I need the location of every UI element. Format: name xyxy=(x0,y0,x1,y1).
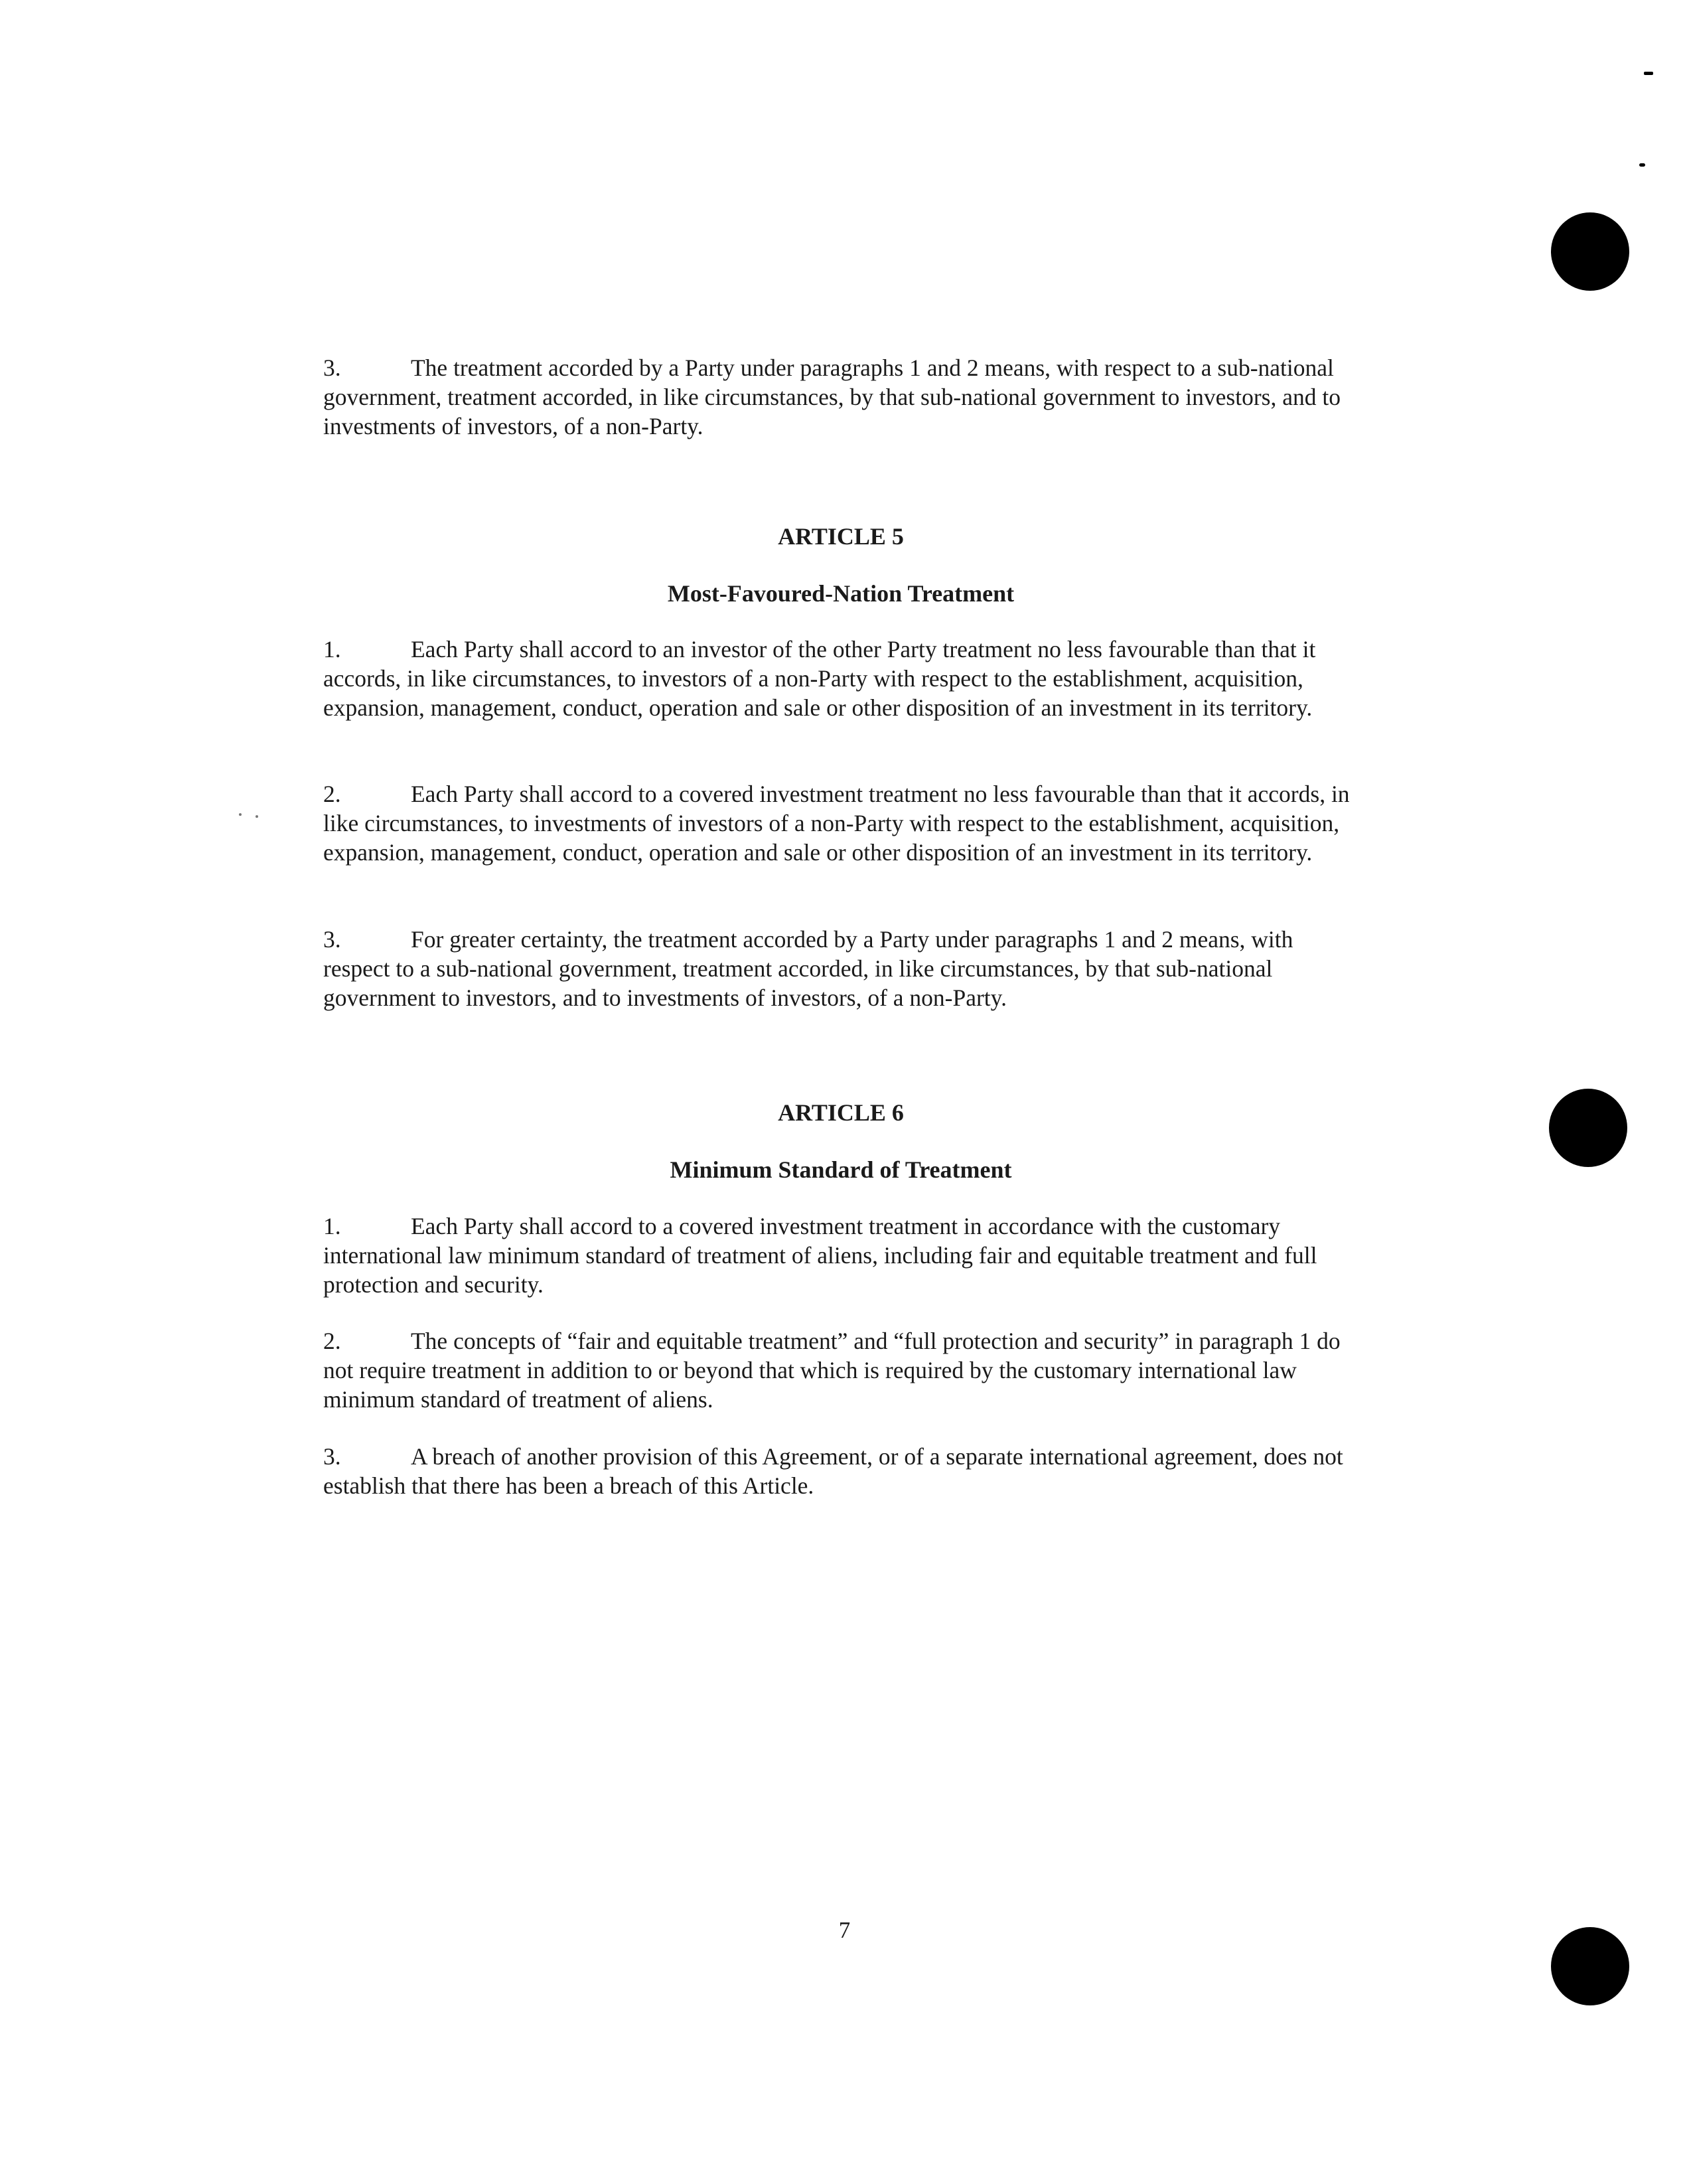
paragraph-number: 1. xyxy=(323,636,341,663)
scan-mark-dot xyxy=(1639,163,1645,167)
paragraph-number: 3. xyxy=(323,926,341,953)
article-6-heading: ARTICLE 6 xyxy=(778,1099,904,1126)
article-6-paragraph-2 xyxy=(323,1326,1359,1414)
paragraph-text: The concepts of “fair and equitable treatment” and “full protection and security” in paragraph 1 do not require treatment in addition to or beyond that which is required by the customary international law minimum standard of treatment of aliens. xyxy=(323,1328,1341,1413)
paragraph-text: A breach of another provision of this Agreement, or of a separate international agreement, does not establish that there has been a breach of this Article. xyxy=(323,1443,1343,1499)
article-5-title: Most-Favoured-Nation Treatment xyxy=(667,580,1015,607)
paragraph-carryover-3 xyxy=(323,353,1359,441)
article-5-paragraph-2 xyxy=(323,779,1359,867)
article-6-paragraph-3 xyxy=(323,1442,1359,1500)
article-5-paragraph-3 xyxy=(323,925,1359,1012)
article-5-paragraph-1 xyxy=(323,635,1359,722)
paragraph-text: Each Party shall accord to an investor of the other Party treatment no less favourable than that it accords, in like circumstances, to investors of a non-Party with respect to the establishment, acquisition, expansion, management, conduct, operation and sale or other disposition of an investment in its territory. xyxy=(323,636,1316,721)
paragraph-number: 3. xyxy=(323,1443,341,1470)
paragraph-number: 1. xyxy=(323,1213,341,1239)
paragraph-number: 3. xyxy=(323,354,341,381)
paragraph-text: Each Party shall accord to a covered investment treatment no less favourable than that it accords, in like circumstances, to investments of investors of a non-Party with respect to the establishment, acquisition, expansion, management, conduct, operation and sale or other disposition of an investment in its territory. xyxy=(323,781,1350,866)
paragraph-text: Each Party shall accord to a covered investment treatment in accordance with the customary international law minimum standard of treatment of aliens, including fair and equitable treatment and full protection and security. xyxy=(323,1213,1317,1298)
paragraph-number: 2. xyxy=(323,781,341,807)
paragraph-text: The treatment accorded by a Party under paragraphs 1 and 2 means, with respect to a sub-national government, treatment accorded, in like circumstances, by that sub-national government to investors, and to investments of investors, of a non-Party. xyxy=(323,354,1341,439)
scan-speck xyxy=(256,815,258,818)
article-6-title: Minimum Standard of Treatment xyxy=(670,1156,1012,1183)
page-number: 7 xyxy=(838,1917,851,1943)
paragraph-text: For greater certainty, the treatment accorded by a Party under paragraphs 1 and 2 means, with respect to a sub-national government, treatment accorded, in like circumstances, by that sub-national government to investors, and to investments of investors, of a non-Party. xyxy=(323,926,1293,1011)
article-5-heading: ARTICLE 5 xyxy=(778,523,904,550)
article-6-paragraph-1 xyxy=(323,1211,1359,1299)
paragraph-number: 2. xyxy=(323,1328,341,1354)
punch-hole-middle xyxy=(1549,1089,1627,1167)
scan-mark-dash xyxy=(1644,72,1653,75)
scan-speck xyxy=(239,813,242,816)
punch-hole-top xyxy=(1551,212,1629,291)
